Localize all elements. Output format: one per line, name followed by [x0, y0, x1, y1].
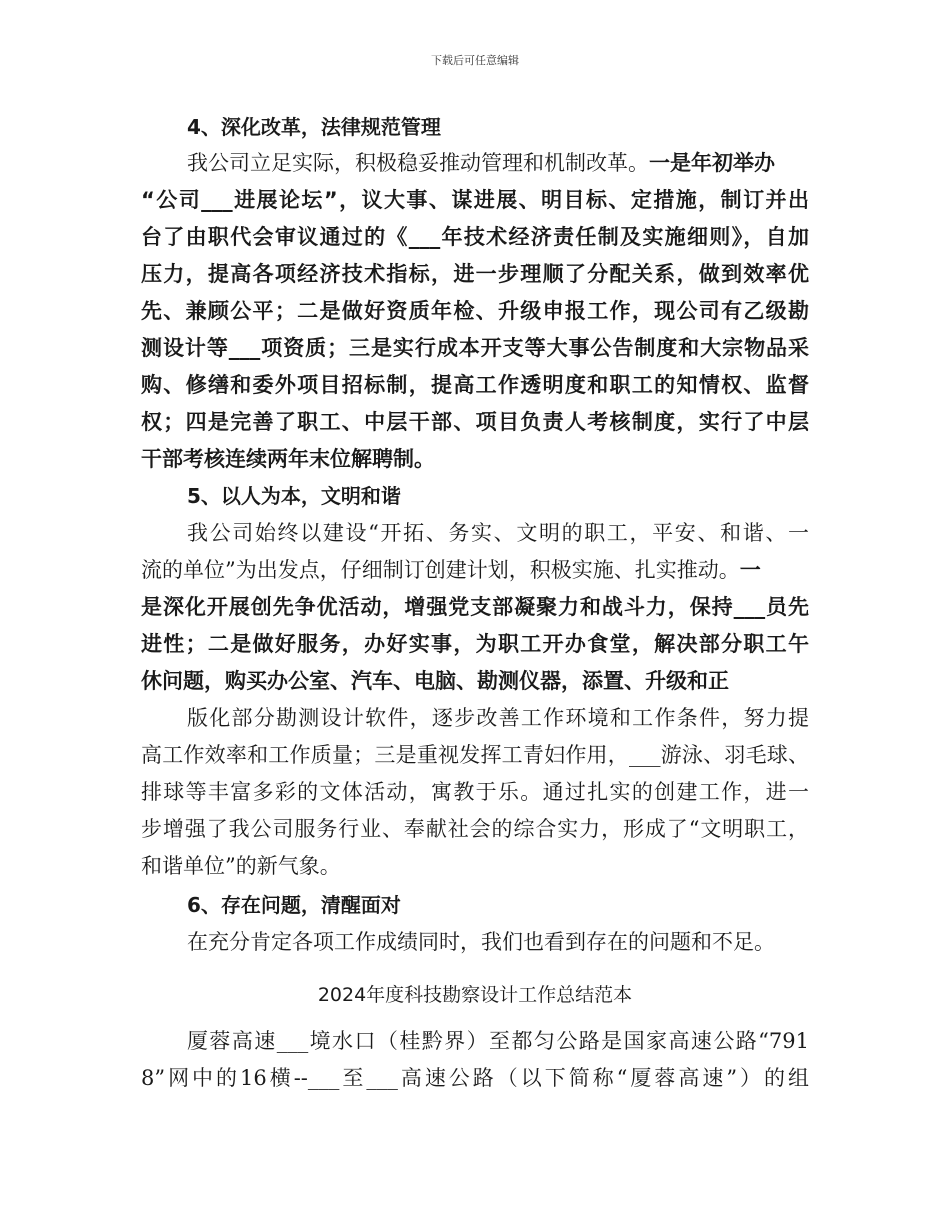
- paragraph-line: 先、兼顾公平；二是做好资质年检、升级申报工作，现公司有乙级勘: [141, 299, 809, 323]
- paragraph-line: “公司___进展论坛”，议大事、谋进展、明目标、定措施，制订并出: [141, 188, 809, 212]
- text-run-bold: 一: [739, 558, 761, 582]
- section-6-heading: 6、存在问题，清醒面对: [187, 893, 401, 917]
- document-title: 2024年度科技勘察设计工作总结范本: [317, 984, 633, 1006]
- paragraph-line: 排球等丰富多彩的文体活动，寓教于乐。通过扎实的创建工作，进一: [141, 780, 809, 804]
- section-4-heading: 4、深化改革，法律规范管理: [187, 115, 441, 139]
- paragraph-line: 测设计等___项资质；三是实行成本开支等大事公告制度和大宗物品采: [141, 336, 809, 360]
- paragraph-line: 压力，提高各项经济技术指标，进一步理顺了分配关系，做到效率优: [141, 262, 809, 286]
- paragraph-line: 厦蓉高速___境水口（桂黔界）至都匀公路是国家高速公路“791: [187, 1029, 809, 1053]
- paragraph-line: 台了由职代会审议通过的《___年技术经济责任制及实施细则》，自加: [141, 225, 809, 249]
- paragraph-line: 和谐单位”的新气象。: [141, 854, 341, 878]
- paragraph-line: 版化部分勘测设计软件，逐步改善工作环境和工作条件，努力提: [187, 706, 809, 730]
- paragraph-line: 我公司始终以建设“开拓、务实、文明的职工，平安、和谐、一: [187, 521, 809, 545]
- paragraph-line: 8”网中的16横--___至___高速公路（以下简称“厦蓉高速”）的组: [141, 1066, 809, 1090]
- paragraph-line: 休问题，购买办公室、汽车、电脑、勘测仪器，添置、升级和正: [141, 669, 729, 693]
- text-run: 流的单位”为出发点，仔细制订创建计划，积极实施、扎实推动。: [141, 558, 740, 582]
- paragraph-line: 权；四是完善了职工、中层干部、项目负责人考核制度，实行了中层: [141, 410, 809, 434]
- paragraph-line: 在充分肯定各项工作成绩同时，我们也看到存在的问题和不足。: [187, 930, 775, 954]
- paragraph-line: [187, 149, 775, 177]
- page-header: 下载后可任意编辑: [431, 54, 519, 67]
- paragraph-line: 是深化开展创先争优活动，增强党支部凝聚力和战斗力，保持___员先: [141, 595, 809, 619]
- paragraph-line: [141, 556, 761, 584]
- paragraph-line: 进性；二是做好服务，办好实事，为职工开办食堂，解决部分职工午: [141, 632, 809, 656]
- paragraph-line: 购、修缮和委外项目招标制，提高工作透明度和职工的知情权、监督: [141, 373, 809, 397]
- text-run: 我公司立足实际，积极稳妥推动管理和机制改革。: [187, 151, 649, 175]
- paragraph-line: 步增强了我公司服务行业、奉献社会的综合实力，形成了“文明职工，: [141, 817, 809, 841]
- text-run-bold: 一是年初举办: [649, 151, 775, 175]
- section-5-heading: 5、以人为本，文明和谐: [187, 484, 401, 508]
- paragraph-line: 干部考核连续两年末位解聘制。: [141, 447, 435, 471]
- paragraph-line: 高工作效率和工作质量；三是重视发挥工青妇作用，___游泳、羽毛球、: [141, 743, 809, 767]
